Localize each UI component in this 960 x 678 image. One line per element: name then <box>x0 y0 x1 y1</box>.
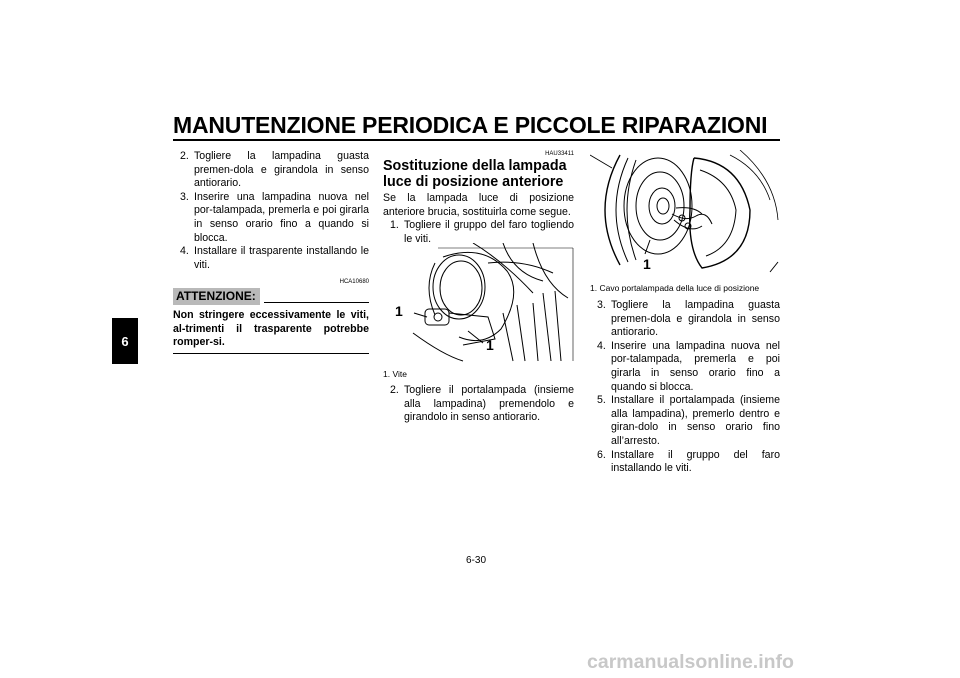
step-number: 3. <box>597 299 606 311</box>
step-text: Installare il trasparente installando le viti. <box>194 245 369 271</box>
list-item <box>383 384 574 425</box>
right-steps-list <box>590 299 780 476</box>
step-number: 5. <box>597 394 606 407</box>
figure-caption: 1. Vite <box>383 369 407 379</box>
page-number: 6-30 <box>466 555 487 566</box>
step-number: 1. <box>390 219 399 232</box>
list-item <box>590 340 780 394</box>
figure-label: 1 <box>486 337 494 353</box>
title-rule <box>173 139 780 141</box>
step-number: 2. <box>390 384 399 396</box>
step-number: 4. <box>597 339 606 352</box>
caution-rule <box>264 302 369 303</box>
section-heading: Sostituzione della lampada luce di posizione anteriore <box>383 158 567 190</box>
figure-label: 1 <box>643 256 651 272</box>
headlight-screws-figure <box>383 243 576 365</box>
bulb-socket-figure <box>590 150 780 278</box>
list-item <box>590 299 780 340</box>
list-item <box>173 245 369 272</box>
open-headlight-illustration <box>590 150 780 278</box>
watermark-link[interactable]: carmanualsonline.info <box>587 651 794 673</box>
step-number: 6. <box>597 448 606 461</box>
middle-column <box>383 150 574 246</box>
caution-header <box>173 288 369 305</box>
figure-label: 1 <box>395 303 403 319</box>
middle-column-continued <box>383 384 574 425</box>
intro-text: Se la lampada luce di posizione anteriore brucia, sostituirla come segue. <box>383 192 574 218</box>
list-item <box>590 394 780 448</box>
step-text: Togliere il portalampada (insieme alla lampadina) premendolo e girandolo in senso antiorario. <box>404 384 574 424</box>
figure-caption: 1. Cavo portalampada della luce di posizione <box>590 283 760 293</box>
page-title: MANUTENZIONE PERIODICA E PICCOLE RIPARAZIONI <box>173 112 768 138</box>
caution-text: Non stringere eccessivamente le viti, al-trimenti il trasparente potrebbe romper-si. <box>173 308 369 349</box>
caution-code: HCA10680 <box>339 279 369 286</box>
step-number: 3. <box>180 190 189 203</box>
chapter-tab[interactable]: 6 <box>112 318 138 364</box>
list-item <box>173 150 369 191</box>
section-code: HAU33411 <box>545 151 574 157</box>
step-text: Togliere il gruppo del faro togliendo le viti. <box>404 219 574 245</box>
headlight-illustration <box>383 243 576 365</box>
caution-end-rule <box>173 353 369 354</box>
step-number: 2. <box>180 150 189 162</box>
step-number: 4. <box>180 245 189 258</box>
left-steps-list <box>173 150 369 272</box>
list-item <box>173 191 369 245</box>
step-text: Togliere la lampadina guasta premen-dola e girandola in senso antiorario. <box>611 299 780 339</box>
step-text: Inserire una lampadina nuova nel por-talampada, premerla e poi girarla in senso orario fino a quando si blocca. <box>194 190 369 244</box>
step-text: Installare il gruppo del faro installando le viti. <box>611 448 780 475</box>
step-text: Inserire una lampadina nuova nel por-talampada, premerla e poi girarla in senso orario fino a quando si blocca. <box>611 339 780 393</box>
caution-label: ATTENZIONE: <box>173 288 260 305</box>
step-text: Togliere la lampadina guasta premen-dola e girandola in senso antiorario. <box>194 150 369 190</box>
middle-steps-list-2 <box>383 384 574 425</box>
right-column <box>590 299 780 476</box>
step-text: Installare il portalampada (insieme alla lampadina), premerlo dentro e giran-dolo in senso orario fino all’arresto. <box>611 394 780 447</box>
left-column <box>173 150 369 354</box>
list-item <box>590 449 780 476</box>
